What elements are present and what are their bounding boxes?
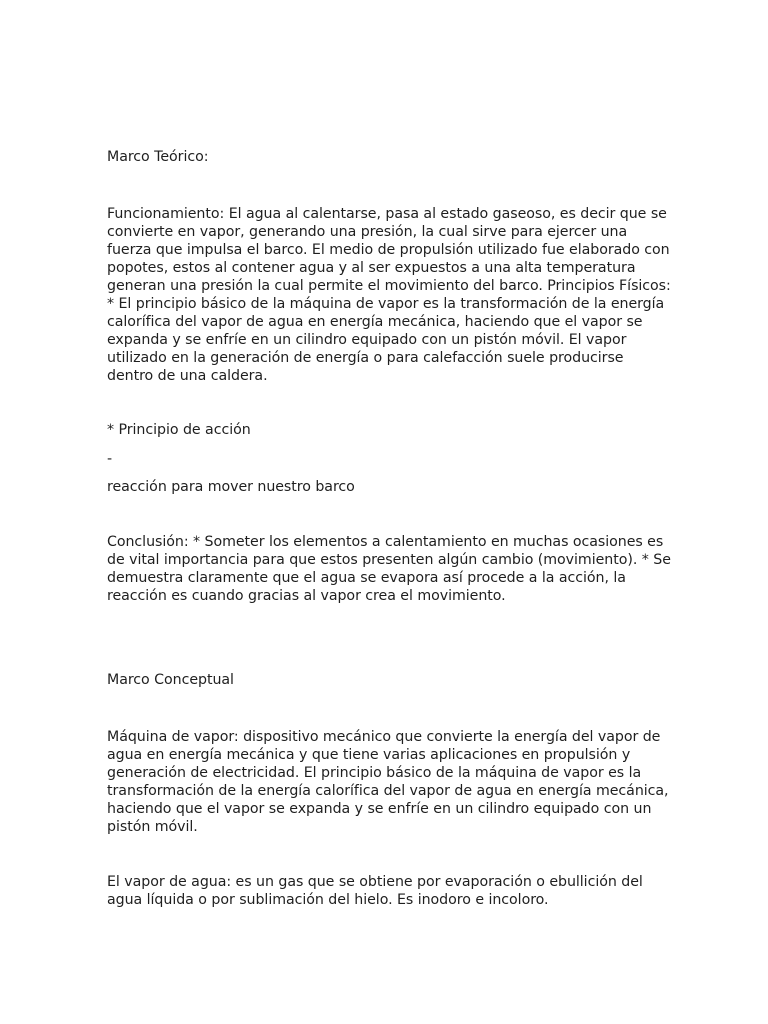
marco-conceptual-heading: [107, 671, 667, 689]
funcionamiento-paragraph: [107, 205, 671, 385]
marco-teorico-heading: [107, 148, 667, 166]
text-line: reacción es cuando gracias al vapor crea el movimiento.: [107, 588, 506, 604]
text-line: -: [107, 451, 113, 467]
text-line: dentro de una caldera.: [107, 368, 268, 384]
text-line: fuerza que impulsa el barco. El medio de propulsión utilizado fue elaborado con: [107, 242, 670, 258]
text-line: reacción para mover nuestro barco: [107, 479, 355, 495]
text-line: convierte en vapor, generando una presión, la cual sirve para ejercer una: [107, 224, 628, 240]
dash-line: [107, 450, 667, 468]
vapor-agua-paragraph: [107, 873, 667, 909]
text-line: Máquina de vapor: dispositivo mecánico que convierte la energía del vapor de: [107, 729, 661, 745]
conclusion-paragraph: [107, 533, 671, 605]
text-line: El vapor de agua: es un gas que se obtiene por evaporación o ebullición del: [107, 874, 643, 890]
text-line: * El principio básico de la máquina de vapor es la transformación de la energía: [107, 296, 665, 312]
text-line: calorífica del vapor de agua en energía mecánica, haciendo que el vapor se: [107, 314, 643, 330]
text-line: demuestra claramente que el agua se evapora así procede a la acción, la: [107, 570, 626, 586]
text-line: pistón móvil.: [107, 819, 198, 835]
text-line: * Principio de acción: [107, 422, 251, 438]
text-line: haciendo que el vapor se expanda y se enfríe en un cilindro equipado con un: [107, 801, 652, 817]
text-line: Conclusión: * Someter los elementos a calentamiento en muchas ocasiones es: [107, 534, 664, 550]
text-line: transformación de la energía calorífica del vapor de agua en energía mecánica,: [107, 783, 669, 799]
text-line: de vital importancia para que estos presenten algún cambio (movimiento). * Se: [107, 552, 671, 568]
text-line: popotes, estos al contener agua y al ser expuestos a una alta temperatura: [107, 260, 636, 276]
text-line: generación de electricidad. El principio básico de la máquina de vapor es la: [107, 765, 642, 781]
maquina-vapor-paragraph: [107, 728, 667, 836]
text-line: agua líquida o por sublimación del hielo. Es inodoro e incoloro.: [107, 892, 549, 908]
text-line: utilizado en la generación de energía o para calefacción suele producirse: [107, 350, 624, 366]
text-line: generan una presión la cual permite el movimiento del barco. Principios Físicos:: [107, 278, 671, 294]
text-line: agua en energía mecánica y que tiene varias aplicaciones en propulsión y: [107, 747, 631, 763]
text-line: expanda y se enfríe en un cilindro equipado con un pistón móvil. El vapor: [107, 332, 627, 348]
principio-accion-line: [107, 421, 667, 439]
reaccion-line: [107, 478, 667, 496]
text-line: Funcionamiento: El agua al calentarse, pasa al estado gaseoso, es decir que se: [107, 206, 667, 222]
text-line: Marco Teórico:: [107, 149, 209, 165]
text-line: Marco Conceptual: [107, 672, 234, 688]
